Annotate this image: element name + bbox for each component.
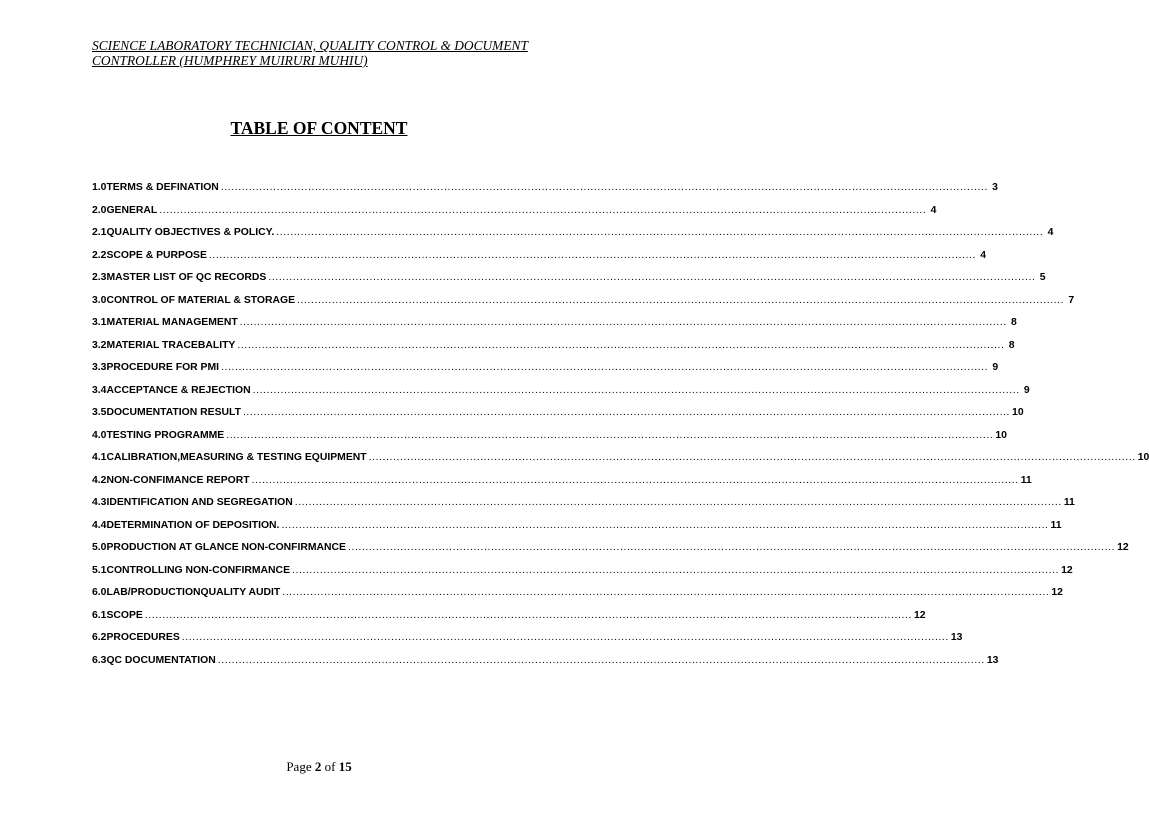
toc-leader-dots: ............................................................................................................................................................................................................................ [242, 407, 1011, 418]
toc-entry-page: 9 [1023, 384, 1030, 396]
toc-leader-dots: ............................................................................................................................................................................................................................ [237, 339, 1005, 351]
toc-entry-page: 8 [1008, 339, 1015, 351]
toc-leader-dots: ............................................................................................................................................................................................................................ [282, 587, 1050, 598]
toc-entry-label: 3.3PROCEDURE FOR PMI [92, 362, 220, 373]
toc-leader-dots: ............................................................................................................................................................................................................................ [368, 452, 1136, 463]
toc-entry[interactable] [92, 339, 1015, 363]
toc-leader-dots: ............................................................................................................................................................................................................................ [159, 204, 927, 216]
toc-entry-label: 4.4DETERMINATION OF DEPOSITION. [92, 519, 280, 531]
toc-entry[interactable] [92, 429, 1007, 453]
toc-entry[interactable] [92, 654, 999, 678]
toc-entry-page: 11 [1050, 519, 1062, 531]
toc-entry-label: 4.0TESTING PROGRAMME [92, 429, 225, 441]
toc-entry-label: 3.5DOCUMENTATION RESULT [92, 407, 241, 418]
toc-entry[interactable] [92, 587, 1063, 610]
toc-entry[interactable] [92, 272, 1046, 295]
toc-entry[interactable] [92, 452, 1149, 475]
toc-entry-label: 6.3QC DOCUMENTATION [92, 654, 216, 666]
toc-leader-dots: ............................................................................................................................................................................................................................ [268, 272, 1036, 283]
toc-entry-label: 3.4ACCEPTANCE & REJECTION [92, 384, 251, 396]
document-header [92, 38, 562, 68]
footer-of-word: of [324, 759, 336, 774]
toc-entry[interactable] [92, 294, 1075, 318]
toc-entry[interactable] [92, 407, 1024, 430]
toc-entry-label: 3.0CONTROL OF MATERIAL & STORAGE [92, 294, 296, 306]
toc-list [92, 182, 1149, 677]
toc-entry-label: 2.3MASTER LIST OF QC RECORDS [92, 272, 267, 283]
toc-entry[interactable] [92, 542, 1129, 565]
toc-entry-page: 4 [930, 204, 937, 216]
toc-leader-dots: ............................................................................................................................................................................................................................ [292, 564, 1060, 576]
toc-entry-page: 3 [992, 182, 998, 193]
toc-entry-page: 9 [992, 362, 999, 373]
toc-entry-label: 6.1SCOPE [92, 609, 143, 621]
header-line-1: SCIENCE LABORATORY TECHNICIAN, QUALITY CONTROL & DOCUMENT [92, 38, 528, 53]
toc-entry-page: 13 [986, 654, 999, 666]
toc-leader-dots: ............................................................................................................................................................................................................................ [294, 497, 1062, 508]
toc-leader-dots: ............................................................................................................................................................................................................................ [144, 609, 912, 621]
toc-leader-dots: ............................................................................................................................................................................................................................ [239, 317, 1007, 328]
toc-entry-label: 5.0PRODUCTION AT GLANCE NON-CONFIRMANCE [92, 542, 346, 553]
toc-entry[interactable] [92, 227, 1054, 250]
toc-entry-label: 3.1MATERIAL MANAGEMENT [92, 317, 238, 328]
toc-entry-label: 2.1QUALITY OBJECTIVES & POLICY. [92, 227, 275, 238]
footer-current-page: 2 [314, 759, 322, 774]
toc-entry-page: 12 [913, 609, 926, 621]
toc-entry-page: 12 [1061, 564, 1073, 576]
toc-entry-label: 4.1CALIBRATION,MEASURING & TESTING EQUIPMENT [92, 452, 367, 463]
toc-entry[interactable] [92, 317, 1017, 340]
toc-entry-label: 3.2MATERIAL TRACEBALITY [92, 339, 236, 351]
toc-entry-page: 7 [1068, 294, 1075, 306]
toc-entry[interactable] [92, 497, 1075, 520]
toc-entry[interactable] [92, 632, 963, 655]
toc-entry-label: 1.0TERMS & DEFINATION [92, 182, 219, 193]
toc-entry[interactable] [92, 182, 998, 205]
toc-leader-dots: ............................................................................................................................................................................................................................ [348, 542, 1116, 553]
footer-total-pages: 15 [338, 759, 352, 774]
toc-entry[interactable] [92, 362, 999, 385]
toc-title: TABLE OF CONTENT [230, 118, 408, 138]
toc-leader-dots: ............................................................................................................................................................................................................................ [251, 474, 1019, 486]
toc-leader-dots: ............................................................................................................................................................................................................................ [217, 654, 985, 666]
toc-entry-page: 4 [1047, 227, 1054, 238]
toc-entry[interactable] [92, 249, 987, 273]
footer-page-word: Page [286, 759, 312, 774]
toc-entry-page: 12 [1051, 587, 1063, 598]
toc-entry-page: 10 [995, 429, 1007, 441]
toc-leader-dots: ............................................................................................................................................................................................................................ [252, 384, 1020, 396]
toc-entry-label: 2.2SCOPE & PURPOSE [92, 249, 207, 261]
toc-entry[interactable] [92, 609, 926, 633]
toc-entry-page: 10 [1137, 452, 1149, 463]
toc-entry-label: 2.0GENERAL [92, 204, 158, 216]
toc-leader-dots: ............................................................................................................................................................................................................................ [221, 362, 989, 373]
toc-entry[interactable] [92, 384, 1030, 408]
toc-entry-label: 5.1CONTROLLING NON-CONFIRMANCE [92, 564, 290, 576]
toc-leader-dots: ............................................................................................................................................................................................................................ [208, 249, 977, 261]
toc-entry-page: 11 [1020, 474, 1032, 486]
header-line-2: CONTROLLER (HUMPHREY MUIRURI MUHIU) [92, 53, 368, 68]
toc-leader-dots: ............................................................................................................................................................................................................................ [181, 632, 949, 643]
toc-entry-label: 4.2NON-CONFIMANCE REPORT [92, 474, 250, 486]
toc-entry-page: 11 [1063, 497, 1075, 508]
toc-entry-page: 10 [1012, 407, 1024, 418]
toc-entry-page: 4 [980, 249, 987, 261]
toc-leader-dots: ............................................................................................................................................................................................................................ [226, 429, 994, 441]
toc-entry-page: 12 [1117, 542, 1129, 553]
toc-entry-label: 6.2PROCEDURES [92, 632, 180, 643]
toc-leader-dots: ............................................................................................................................................................................................................................ [276, 227, 1044, 238]
toc-leader-dots: ............................................................................................................................................................................................................................ [297, 294, 1065, 306]
toc-entry-label: 6.0LAB/PRODUCTIONQUALITY AUDIT [92, 587, 281, 598]
toc-entry[interactable] [92, 204, 937, 228]
toc-leader-dots: ............................................................................................................................................................................................................................ [281, 519, 1049, 531]
toc-entry-label: 4.3IDENTIFICATION AND SEGREGATION [92, 497, 293, 508]
toc-entry[interactable] [92, 474, 1032, 498]
toc-entry[interactable] [92, 519, 1062, 543]
toc-entry-page: 8 [1011, 317, 1017, 328]
toc-entry-page: 5 [1039, 272, 1046, 283]
page-footer [0, 759, 638, 775]
toc-leader-dots: ............................................................................................................................................................................................................................ [220, 182, 988, 193]
toc-entry-page: 13 [950, 632, 963, 643]
toc-entry[interactable] [92, 564, 1073, 588]
